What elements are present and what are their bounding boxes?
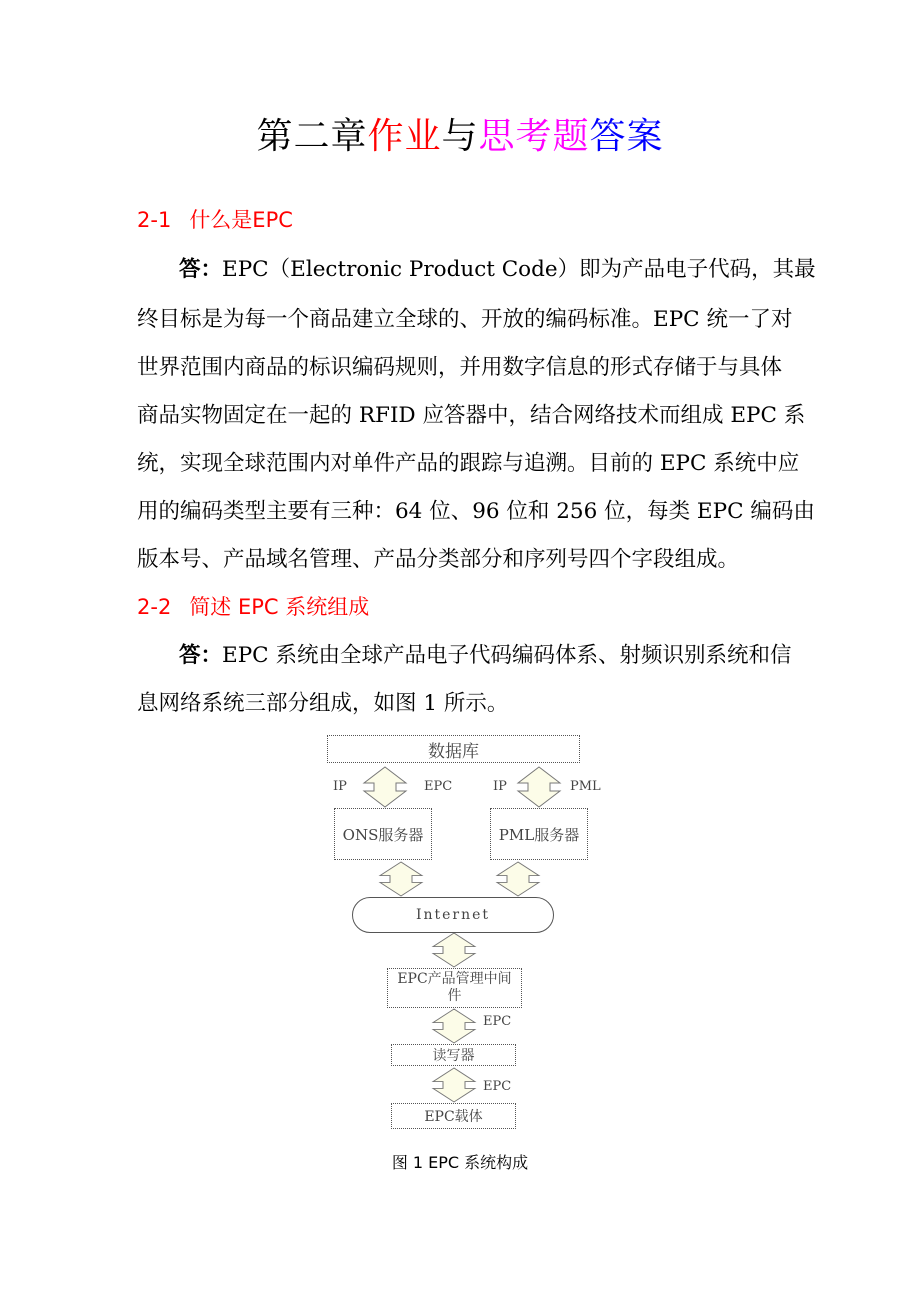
paragraph-line: 用的编码类型主要有三种：64 位、96 位和 256 位，每类 EPC 编码由 [137,499,815,524]
middleware-label-line2: 件 [447,988,462,1004]
bidirectional-arrow-icon [518,767,560,807]
bidirectional-arrow-icon [433,1009,475,1043]
section-number: 2-1 [137,208,172,232]
title-segment-and: 与 [441,116,479,157]
bidirectional-arrow-icon [364,767,406,807]
section-title: 什么是EPC [189,208,293,232]
paragraph-line: 世界范围内商品的标识编码规则，并用数字信息的形式存储于与具体 [137,355,783,380]
figure-caption: 图 1 EPC 系统构成 [391,1153,529,1172]
bidirectional-arrow-icon [433,1068,475,1102]
label-pml: PML [570,779,601,794]
section-number: 2-2 [137,595,172,619]
label-ip: IP [493,779,507,794]
title-segment-questions: 思考题 [478,116,590,157]
line-text: EPC（Electronic Product Code）即为产品电子代码，其最 [222,257,816,282]
label-epc: EPC [483,1079,512,1094]
middleware-label-line1: EPC产品管理中间 [397,971,512,987]
label-epc: EPC [483,1014,512,1029]
title-segment-chapter: 第二章 [256,116,368,157]
internet-node: Internet [352,897,554,933]
reader-node: 读写器 [391,1044,516,1066]
bidirectional-arrow-icon [380,862,422,896]
label-epc: EPC [424,779,453,794]
pml-server-node: PML服务器 [490,808,588,860]
paragraph-line: 版本号、产品域名管理、产品分类部分和序列号四个字段组成。 [137,547,740,572]
ons-server-node: ONS服务器 [334,808,432,860]
paragraph-line: 统，实现全球范围内对单件产品的跟踪与追溯。目前的 EPC 系统中应 [137,451,800,476]
paragraph-line: 终目标是为每一个商品建立全球的、开放的编码标准。EPC 统一了对 [137,307,793,332]
line-text: EPC 系统由全球产品电子代码编码体系、射频识别系统和信 [222,643,792,668]
title-segment-homework: 作业 [367,116,442,157]
label-ip: IP [333,779,347,794]
bidirectional-arrow-icon [433,933,475,967]
paragraph-line: 息网络系统三部分组成，如图 1 所示。 [137,691,509,716]
section-title: 简述 EPC 系统组成 [189,595,370,619]
database-node: 数据库 [327,735,580,763]
carrier-node: EPC载体 [391,1103,516,1129]
paragraph-line: 商品实物固定在一起的 RFID 应答器中，结合网络技术而组成 EPC 系 [137,403,806,428]
answer-label: 答： [179,643,223,668]
title-segment-answers: 答案 [589,116,664,157]
answer-label: 答： [179,257,223,282]
bidirectional-arrow-icon [497,862,539,896]
middleware-node [387,968,522,1008]
